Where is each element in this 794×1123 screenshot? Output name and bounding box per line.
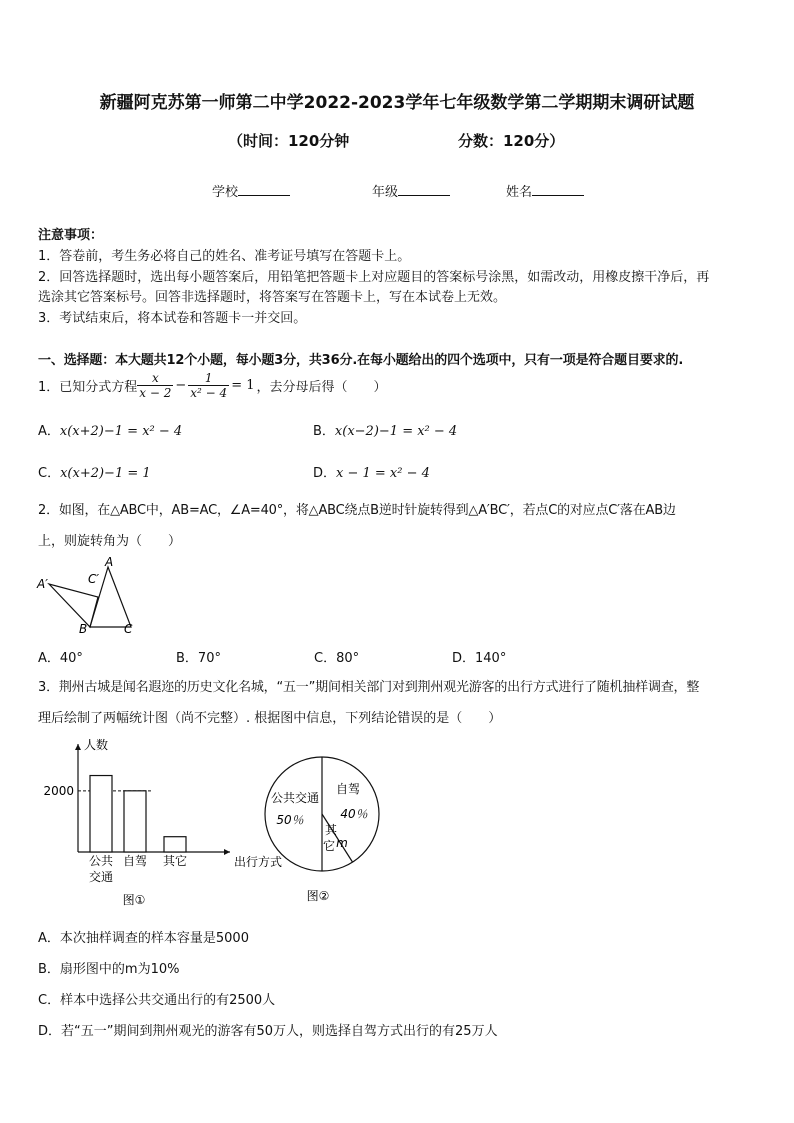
q1-equals: = 1 — [231, 377, 255, 393]
q1-a-label: A． — [38, 424, 60, 439]
note-3: 3．考试结束后，将本试卷和答题卡一并交回。 — [38, 311, 307, 326]
pie-value-public-transit: 50％ — [276, 813, 304, 827]
pie-label-other-1: 其 — [324, 823, 338, 837]
grade-label: 年级 — [372, 185, 399, 200]
q1-option-b — [313, 420, 457, 439]
question-1 — [38, 368, 387, 402]
vertex-c-label: C — [124, 622, 133, 636]
q1-frac1-den: x − 2 — [139, 385, 172, 400]
q3-option-d: D．若“五一”期间到荆州观光的游客有50万人，则选择自驾方式出行的有25万人 — [38, 1024, 498, 1039]
q1-b-text: x(x−2)−1 = x² − 4 — [334, 424, 458, 439]
pie-value-self-drive: 40％ — [340, 807, 368, 821]
q2-option-b: B．70° — [176, 651, 221, 666]
q1-frac2-den: x² − 4 — [190, 385, 228, 400]
name-field — [506, 181, 584, 200]
grade-field — [372, 181, 450, 200]
name-label: 姓名 — [506, 185, 533, 200]
q2-option-c: C．80° — [314, 651, 360, 666]
q1-fraction-1 — [137, 371, 173, 400]
q2-option-a: A．40° — [38, 651, 83, 666]
q1-frac1-num: x — [137, 371, 173, 386]
vertex-c-prime-label: C′ — [88, 572, 100, 586]
q2-line-2: 上，则旋转角为（ ） — [38, 534, 182, 549]
q3-option-a: A．本次抽样调查的样本容量是5000 — [38, 931, 249, 946]
pie-label-self-drive: 自驾 — [335, 782, 361, 796]
section-heading: 一、选择题：本大题共12个小题，每小题3分，共36分.在每小题给出的四个选项中，只有一项是符合题目要求的. — [38, 353, 684, 368]
bar-category-label: 其它 — [162, 854, 188, 868]
note-1: 1．答卷前，考生务必将自己的姓名、准考证号填写在答题卡上。 — [38, 249, 411, 264]
q1-option-c — [38, 462, 151, 481]
q3-line-1: 3．荆州古城是闻名遐迩的历史文化名城，“五一”期间相关部门对到荆州观光游客的出行方式进行了随机抽样调查，整 — [38, 680, 700, 695]
vertex-b-label: B — [79, 622, 88, 636]
bar-y-label: 人数 — [84, 738, 109, 752]
bar-chart — [30, 734, 283, 910]
q1-c-label: C． — [38, 466, 61, 481]
note-2b: 选涂其它答案标号。回答非选择题时，将答案写在答题卡上，写在本试卷上无效。 — [38, 290, 507, 305]
pie-chart-title: 图② — [306, 889, 330, 903]
school-blank — [238, 182, 290, 196]
page-title: 新疆阿克苏第一师第二中学2022-2023学年七年级数学第二学期期末调研试题 — [99, 93, 695, 113]
q1-c-text: x(x+2)−1 = 1 — [60, 466, 151, 481]
q3-option-b: B．扇形图中的m为10% — [38, 962, 180, 977]
q1-minus: − — [175, 377, 187, 393]
q1-option-a — [38, 420, 182, 439]
pie-chart — [260, 742, 390, 912]
bar-y-axis-arrow — [75, 744, 81, 750]
triangle-a-prime-b-c-prime — [49, 584, 98, 627]
grade-blank — [398, 182, 450, 196]
q3-option-c: C．样本中选择公共交通出行的有2500人 — [38, 993, 276, 1008]
q1-b-label: B． — [313, 424, 335, 439]
note-2a: 2．回答选择题时，选出每小题答案后，用铅笔把答题卡上对应题目的答案标号涂黑，如需改动，用橡皮擦干净后，再 — [38, 270, 710, 285]
score-label: 分数：120分） — [458, 132, 565, 150]
school-label: 学校 — [212, 185, 239, 200]
bar-category-label: 交通 — [88, 870, 114, 884]
pie-value-other: m — [336, 836, 348, 850]
school-field — [212, 181, 290, 200]
q1-option-d — [313, 462, 430, 481]
q2-line-1: 2．如图，在△ABC中，AB=AC，∠A=40°，将△ABC绕点B逆时针旋转得到△A′BC′，若点C的对应点C′落在AB边 — [38, 503, 676, 518]
bar-x-label: 出行方式 — [234, 855, 283, 869]
pie-label-public-transit: 公共交通 — [270, 791, 319, 805]
bar-3 — [164, 837, 186, 852]
pie-label-other-2: 它 — [322, 839, 336, 853]
q1-a-text: x(x+2)−1 = x² − 4 — [59, 424, 183, 439]
bar-ytick-label: 2000 — [43, 783, 74, 798]
bar-chart-title: 图① — [122, 893, 146, 907]
q1-d-label: D． — [313, 466, 337, 481]
bar-2 — [124, 791, 146, 852]
q1-prefix: 1．已知分式方程 — [38, 379, 138, 395]
q2-option-d: D．140° — [452, 651, 507, 666]
name-blank — [532, 182, 584, 196]
bar-category-label: 公共 — [88, 854, 114, 868]
bar-1 — [90, 776, 112, 852]
vertex-a-prime-label: A′ — [37, 577, 48, 591]
q1-fraction-2 — [188, 371, 229, 400]
q3-line-2: 理后绘制了两幅统计图（尚不完整）. 根据图中信息，下列结论错误的是（ ） — [38, 711, 502, 726]
bar-x-axis-arrow — [224, 849, 230, 855]
q2-triangle-figure — [34, 554, 144, 638]
time-label: （时间：120分钟 — [228, 132, 350, 150]
notes-heading: 注意事项： — [38, 228, 104, 243]
bar-category-label: 自驾 — [122, 854, 148, 868]
q1-suffix: ，去分母后得（ ） — [256, 379, 387, 395]
vertex-a-label: A — [105, 555, 114, 569]
q1-frac2-num: 1 — [188, 371, 229, 386]
q1-d-text: x − 1 = x² − 4 — [336, 466, 430, 481]
